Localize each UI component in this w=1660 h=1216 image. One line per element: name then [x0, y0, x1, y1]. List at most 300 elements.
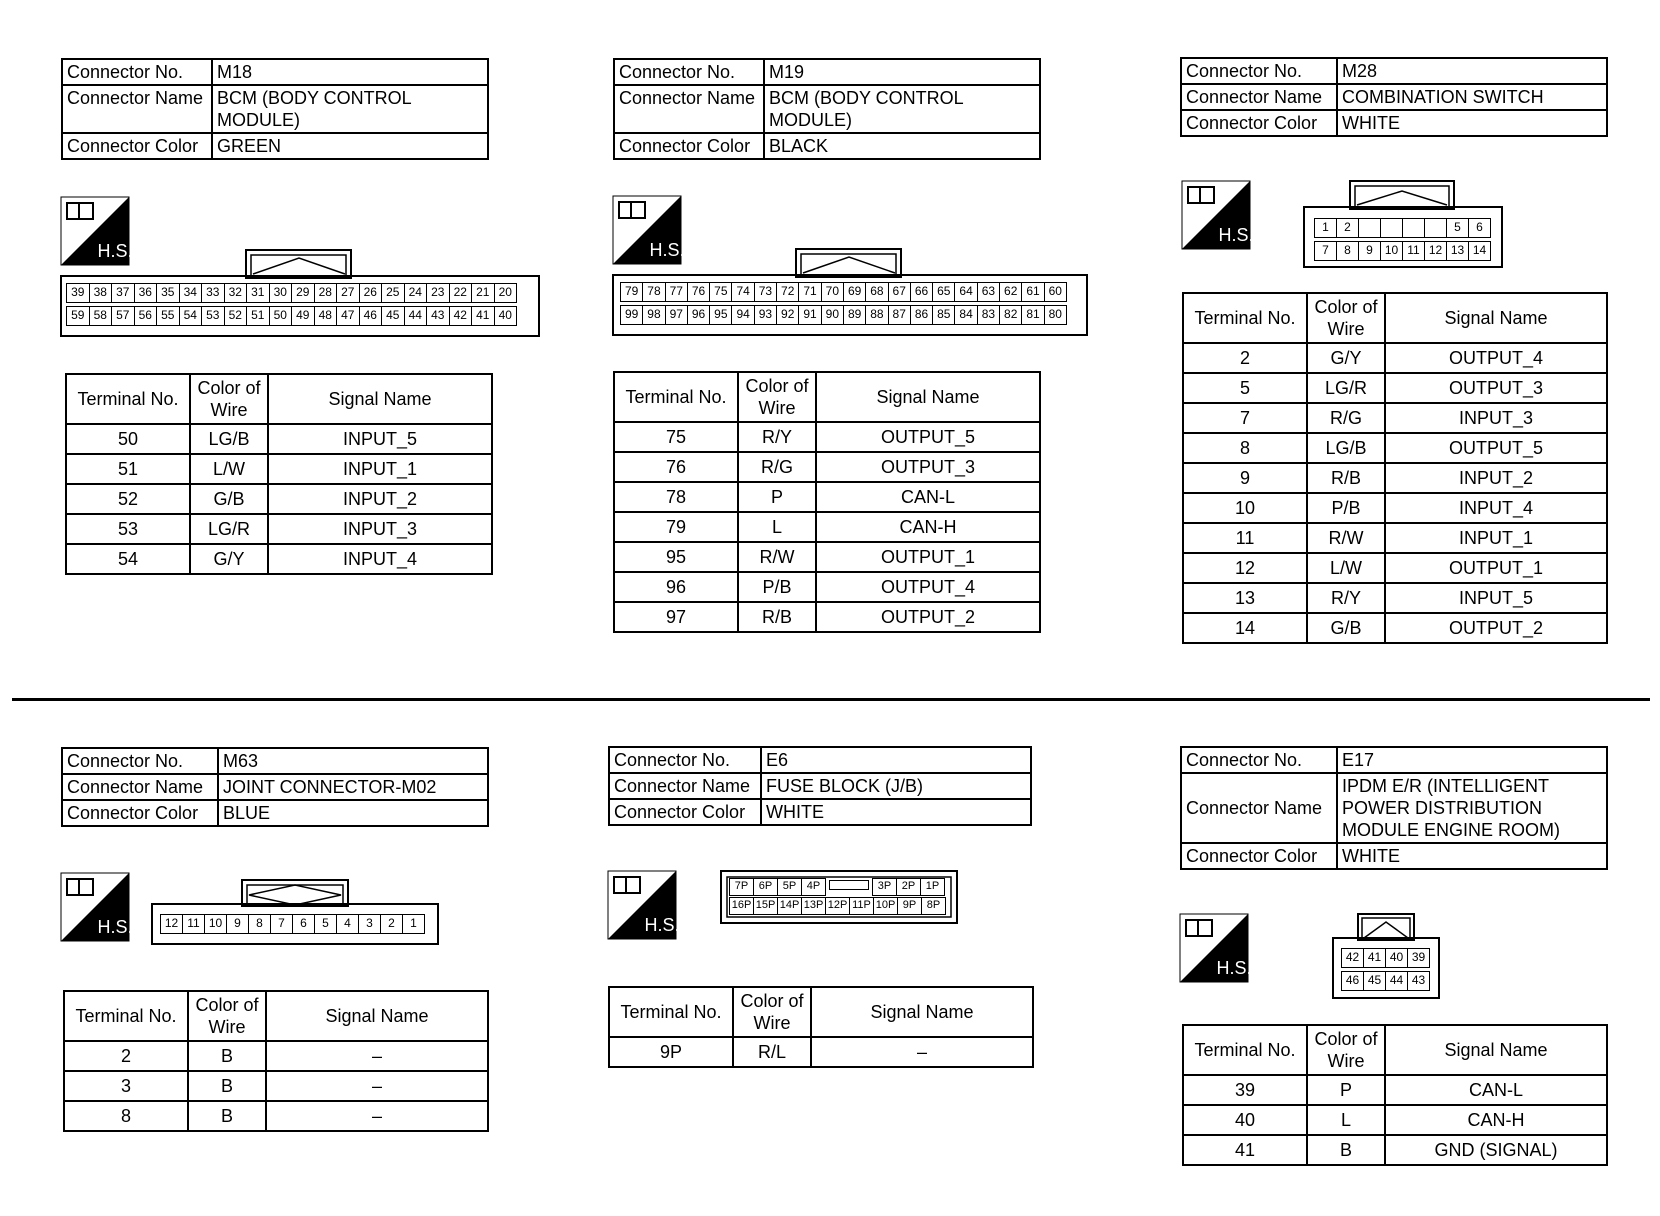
- pin-cavity: 33: [201, 283, 225, 303]
- terminal-no-header: Terminal No.: [66, 374, 190, 424]
- pin-cavity: 1: [402, 914, 425, 934]
- pin-cavity: 10: [204, 914, 227, 934]
- pin-cavity: 84: [954, 305, 977, 325]
- wire-color-cell: L: [1307, 1105, 1385, 1135]
- wire-color-cell: R/L: [733, 1037, 811, 1067]
- connector-name-label: Connector Name: [1181, 84, 1337, 110]
- pin-cavity: 40: [1385, 948, 1408, 968]
- terminal-no-cell: 12: [1183, 553, 1307, 583]
- wire-color-header: Color of Wire: [733, 987, 811, 1037]
- connector-name-value: BCM (BODY CONTROL MODULE): [764, 85, 1040, 133]
- signal-name-cell: –: [811, 1037, 1033, 1067]
- wire-color-cell: G/B: [1307, 613, 1385, 643]
- table-row: [1183, 343, 1607, 373]
- empty-cavity: [1358, 218, 1381, 238]
- pin-cavity: 24: [404, 283, 428, 303]
- table-row: [614, 452, 1040, 482]
- table-row: [614, 602, 1040, 632]
- pin-cavity: 86: [910, 305, 933, 325]
- wire-color-cell: R/W: [738, 542, 816, 572]
- hs-badge-icon: [608, 871, 680, 939]
- terminal-table-e6: [608, 986, 1034, 1068]
- connector-no-value: M63: [218, 748, 488, 774]
- pin-cavity: 93: [754, 305, 777, 325]
- connector-m19-info: [613, 58, 1041, 160]
- pin-cavity: 56: [134, 306, 158, 326]
- connector-name-value: BCM (BODY CONTROL MODULE): [212, 85, 488, 133]
- pin-cavity: 60: [1044, 282, 1067, 302]
- terminal-no-cell: 39: [1183, 1075, 1307, 1105]
- pin-cavity: 9: [226, 914, 249, 934]
- signal-name-cell: –: [266, 1101, 488, 1131]
- pin-cavity: 61: [1021, 282, 1044, 302]
- pin-cavity: 39: [66, 283, 90, 303]
- table-row: [614, 512, 1040, 542]
- connector-no-value: M19: [764, 59, 1040, 85]
- pin-cavity: 13: [1446, 241, 1469, 261]
- pin-cavity: 96: [687, 305, 710, 325]
- table-row: [1183, 553, 1607, 583]
- pin-cavity: 67: [888, 282, 911, 302]
- pin-cavity: 65: [932, 282, 955, 302]
- pin-cavity: 9: [1358, 241, 1381, 261]
- pin-cavity: 42: [449, 306, 473, 326]
- terminal-no-cell: 97: [614, 602, 738, 632]
- pin-cavity: 22: [449, 283, 473, 303]
- signal-name-header: Signal Name: [1385, 1025, 1607, 1075]
- pin-cavity: 43: [426, 306, 450, 326]
- pin-cavity: 4: [336, 914, 359, 934]
- pin-cavity: 3P: [872, 878, 897, 896]
- pin-cavity: 45: [1363, 971, 1386, 991]
- section-divider: [12, 698, 1650, 701]
- signal-name-cell: INPUT_1: [1385, 523, 1607, 553]
- pin-cavity: 89: [843, 305, 866, 325]
- connector-e17-info: [1180, 746, 1608, 870]
- pin-cavity: 82: [999, 305, 1022, 325]
- wire-color-cell: R/B: [738, 602, 816, 632]
- table-row: [64, 1071, 488, 1101]
- signal-name-cell: OUTPUT_5: [816, 422, 1040, 452]
- connector-name-value: COMBINATION SWITCH: [1337, 84, 1607, 110]
- signal-name-cell: INPUT_5: [268, 424, 492, 454]
- signal-name-cell: INPUT_2: [1385, 463, 1607, 493]
- signal-name-cell: OUTPUT_1: [816, 542, 1040, 572]
- table-row: [66, 454, 492, 484]
- connector-color-value: WHITE: [1337, 843, 1607, 869]
- connector-color-value: GREEN: [212, 133, 488, 159]
- connector-no-label: Connector No.: [62, 748, 218, 774]
- connector-m63-info: [61, 747, 489, 827]
- pin-cavity: 1: [1314, 218, 1337, 238]
- hs-label: H.S.: [644, 915, 680, 935]
- terminal-no-cell: 51: [66, 454, 190, 484]
- pin-cavity: 12P: [825, 897, 850, 915]
- wire-color-cell: LG/B: [190, 424, 268, 454]
- pin-cavity: 83: [977, 305, 1000, 325]
- pin-cavity: 69: [843, 282, 866, 302]
- table-row: [614, 482, 1040, 512]
- connector-color-label: Connector Color: [1181, 110, 1337, 136]
- connector-color-value: WHITE: [1337, 110, 1607, 136]
- pin-cavity: 71: [798, 282, 821, 302]
- pin-cavity: 14: [1468, 241, 1491, 261]
- pin-cavity: 10P: [873, 897, 898, 915]
- table-row: [614, 542, 1040, 572]
- signal-name-cell: OUTPUT_1: [1385, 553, 1607, 583]
- pin-cavity: 27: [336, 283, 360, 303]
- hs-badge-icon: [61, 873, 133, 941]
- pin-cavity: 99: [620, 305, 643, 325]
- signal-name-cell: CAN-L: [1385, 1075, 1607, 1105]
- table-row: [64, 1101, 488, 1131]
- wire-color-cell: LG/R: [1307, 373, 1385, 403]
- connector-no-value: M28: [1337, 58, 1607, 84]
- table-row: [1183, 493, 1607, 523]
- terminal-no-header: Terminal No.: [1183, 1025, 1307, 1075]
- table-row: [1183, 1105, 1607, 1135]
- pin-cavity: 37: [111, 283, 135, 303]
- signal-name-cell: OUTPUT_4: [1385, 343, 1607, 373]
- pin-cavity: 16P: [729, 897, 754, 915]
- pin-row-top: [1341, 948, 1429, 968]
- hs-label: H.S.: [97, 917, 133, 937]
- connector-color-label: Connector Color: [62, 133, 212, 159]
- hs-label: H.S.: [649, 240, 685, 260]
- connector-no-value: E17: [1337, 747, 1607, 773]
- table-row: [1183, 1135, 1607, 1165]
- table-row: [66, 484, 492, 514]
- pin-cavity: 92: [776, 305, 799, 325]
- terminal-no-cell: 14: [1183, 613, 1307, 643]
- hs-label: H.S.: [1218, 225, 1254, 245]
- wire-color-cell: L: [738, 512, 816, 542]
- signal-name-cell: INPUT_2: [268, 484, 492, 514]
- connector-color-value: BLUE: [218, 800, 488, 826]
- pin-cavity: 58: [89, 306, 113, 326]
- pin-cavity: 75: [709, 282, 732, 302]
- pin-cavity: 4P: [801, 878, 826, 896]
- signal-name-cell: INPUT_4: [1385, 493, 1607, 523]
- pin-cavity: 78: [642, 282, 665, 302]
- table-row: [66, 514, 492, 544]
- pin-cavity: 48: [314, 306, 338, 326]
- connector-no-value: M18: [212, 59, 488, 85]
- signal-name-cell: OUTPUT_4: [816, 572, 1040, 602]
- terminal-no-cell: 9: [1183, 463, 1307, 493]
- empty-cavity: [825, 878, 873, 896]
- pin-cavity: 8: [248, 914, 271, 934]
- pin-cavity: 87: [888, 305, 911, 325]
- pin-cavity: 72: [776, 282, 799, 302]
- terminal-table-m19: [613, 371, 1041, 633]
- pin-cavity: 70: [821, 282, 844, 302]
- wire-color-header: Color of Wire: [1307, 1025, 1385, 1075]
- pin-row-bottom: [729, 897, 945, 915]
- pin-row-bottom: [1341, 971, 1429, 991]
- empty-cavity: [1424, 218, 1447, 238]
- connector-name-label: Connector Name: [1181, 773, 1337, 843]
- pin-row-bottom: [620, 305, 1066, 325]
- pin-cavity: 76: [687, 282, 710, 302]
- table-row: [1183, 583, 1607, 613]
- wire-color-cell: L/W: [1307, 553, 1385, 583]
- terminal-no-header: Terminal No.: [614, 372, 738, 422]
- terminal-no-cell: 13: [1183, 583, 1307, 613]
- table-row: [609, 1037, 1033, 1067]
- pin-cavity: 8: [1336, 241, 1359, 261]
- wire-color-cell: G/Y: [1307, 343, 1385, 373]
- pin-cavity: 28: [314, 283, 338, 303]
- signal-name-cell: CAN-H: [1385, 1105, 1607, 1135]
- pin-cavity: 35: [156, 283, 180, 303]
- pin-cavity: 44: [1385, 971, 1408, 991]
- connector-e6-info: [608, 746, 1032, 826]
- pin-cavity: 43: [1407, 971, 1430, 991]
- terminal-no-header: Terminal No.: [609, 987, 733, 1037]
- pin-cavity: 54: [179, 306, 203, 326]
- terminal-no-cell: 54: [66, 544, 190, 574]
- connector-name-label: Connector Name: [62, 774, 218, 800]
- pin-cavity: 98: [642, 305, 665, 325]
- pin-cavity: 34: [179, 283, 203, 303]
- wire-color-cell: R/G: [738, 452, 816, 482]
- pin-cavity: 49: [291, 306, 315, 326]
- pin-cavity: 7: [270, 914, 293, 934]
- wire-color-header: Color of Wire: [190, 374, 268, 424]
- signal-name-cell: GND (SIGNAL): [1385, 1135, 1607, 1165]
- signal-name-cell: OUTPUT_3: [1385, 373, 1607, 403]
- pin-row-bottom: [1314, 241, 1490, 261]
- signal-name-header: Signal Name: [266, 991, 488, 1041]
- pin-cavity: 6: [292, 914, 315, 934]
- table-row: [1183, 373, 1607, 403]
- pin-cavity: 2: [1336, 218, 1359, 238]
- pin-cavity: 79: [620, 282, 643, 302]
- hs-badge-icon: [1180, 914, 1252, 982]
- connector-name-label: Connector Name: [62, 85, 212, 133]
- pin-cavity: 97: [665, 305, 688, 325]
- pin-cavity: 46: [359, 306, 383, 326]
- wire-color-cell: LG/B: [1307, 433, 1385, 463]
- terminal-no-cell: 76: [614, 452, 738, 482]
- terminal-no-cell: 40: [1183, 1105, 1307, 1135]
- empty-cavity: [1380, 218, 1403, 238]
- pin-cavity: 62: [999, 282, 1022, 302]
- pin-cavity: 36: [134, 283, 158, 303]
- pin-cavity: 88: [865, 305, 888, 325]
- table-row: [1183, 523, 1607, 553]
- pin-cavity: 5P: [777, 878, 802, 896]
- connector-name-value: FUSE BLOCK (J/B): [761, 773, 1031, 799]
- pin-cavity: 12: [1424, 241, 1447, 261]
- wire-color-header: Color of Wire: [1307, 293, 1385, 343]
- pin-cavity: 6: [1468, 218, 1491, 238]
- wire-color-cell: P/B: [1307, 493, 1385, 523]
- pin-cavity: 5: [314, 914, 337, 934]
- pin-cavity: 55: [156, 306, 180, 326]
- table-row: [1183, 433, 1607, 463]
- empty-cavity: [1402, 218, 1425, 238]
- terminal-no-cell: 8: [64, 1101, 188, 1131]
- pin-cavity: 95: [709, 305, 732, 325]
- pin-cavity: 50: [269, 306, 293, 326]
- signal-name-header: Signal Name: [811, 987, 1033, 1037]
- connector-color-label: Connector Color: [62, 800, 218, 826]
- connector-no-label: Connector No.: [1181, 58, 1337, 84]
- wire-color-cell: R/Y: [738, 422, 816, 452]
- terminal-no-cell: 79: [614, 512, 738, 542]
- connector-color-label: Connector Color: [614, 133, 764, 159]
- pin-cavity: 9P: [897, 897, 922, 915]
- signal-name-cell: INPUT_4: [268, 544, 492, 574]
- terminal-no-cell: 50: [66, 424, 190, 454]
- hs-badge-icon: [1182, 181, 1254, 249]
- table-row: [614, 422, 1040, 452]
- pin-cavity: 80: [1044, 305, 1067, 325]
- wire-color-cell: P/B: [738, 572, 816, 602]
- connector-no-label: Connector No.: [1181, 747, 1337, 773]
- terminal-no-cell: 8: [1183, 433, 1307, 463]
- connector-name-label: Connector Name: [614, 85, 764, 133]
- terminal-table-m28: [1182, 292, 1608, 644]
- connector-no-label: Connector No.: [609, 747, 761, 773]
- pin-cavity: 64: [954, 282, 977, 302]
- terminal-no-cell: 3: [64, 1071, 188, 1101]
- signal-name-cell: CAN-H: [816, 512, 1040, 542]
- signal-name-cell: OUTPUT_2: [816, 602, 1040, 632]
- pin-row-top: [66, 283, 516, 303]
- wire-color-cell: R/Y: [1307, 583, 1385, 613]
- connector-no-label: Connector No.: [614, 59, 764, 85]
- signal-name-cell: INPUT_3: [268, 514, 492, 544]
- signal-name-cell: INPUT_5: [1385, 583, 1607, 613]
- connector-color-label: Connector Color: [1181, 843, 1337, 869]
- wire-color-cell: P: [738, 482, 816, 512]
- connector-name-label: Connector Name: [609, 773, 761, 799]
- connector-m18-info: [61, 58, 489, 160]
- wire-color-cell: P: [1307, 1075, 1385, 1105]
- signal-name-cell: OUTPUT_2: [1385, 613, 1607, 643]
- signal-name-cell: OUTPUT_3: [816, 452, 1040, 482]
- pin-cavity: 66: [910, 282, 933, 302]
- connector-color-value: WHITE: [761, 799, 1031, 825]
- pin-cavity: 32: [224, 283, 248, 303]
- signal-name-header: Signal Name: [816, 372, 1040, 422]
- terminal-no-cell: 11: [1183, 523, 1307, 553]
- table-row: [64, 1041, 488, 1071]
- terminal-no-cell: 96: [614, 572, 738, 602]
- pin-cavity: 3: [358, 914, 381, 934]
- signal-name-cell: CAN-L: [816, 482, 1040, 512]
- signal-name-cell: INPUT_3: [1385, 403, 1607, 433]
- wire-color-cell: B: [1307, 1135, 1385, 1165]
- signal-name-header: Signal Name: [1385, 293, 1607, 343]
- wire-color-cell: B: [188, 1101, 266, 1131]
- pin-cavity: 29: [291, 283, 315, 303]
- pin-cavity: 59: [66, 306, 90, 326]
- pin-cavity: 68: [865, 282, 888, 302]
- pin-cavity: 12: [160, 914, 183, 934]
- signal-name-cell: INPUT_1: [268, 454, 492, 484]
- terminal-table-m18: [65, 373, 493, 575]
- blocked-cavity-icon: [829, 880, 869, 890]
- pin-cavity: 45: [381, 306, 405, 326]
- pin-cavity: 42: [1341, 948, 1364, 968]
- pin-row-top: [620, 282, 1066, 302]
- pin-cavity: 73: [754, 282, 777, 302]
- terminal-no-cell: 5: [1183, 373, 1307, 403]
- signal-name-header: Signal Name: [268, 374, 492, 424]
- terminal-no-cell: 7: [1183, 403, 1307, 433]
- terminal-no-header: Terminal No.: [1183, 293, 1307, 343]
- pin-cavity: 8P: [921, 897, 946, 915]
- pin-cavity: 15P: [753, 897, 778, 915]
- pin-cavity: 44: [404, 306, 428, 326]
- wire-color-cell: G/Y: [190, 544, 268, 574]
- signal-name-cell: –: [266, 1071, 488, 1101]
- terminal-table-m63: [63, 990, 489, 1132]
- pin-cavity: 40: [494, 306, 518, 326]
- pin-cavity: 91: [798, 305, 821, 325]
- wire-color-cell: B: [188, 1041, 266, 1071]
- pin-cavity: 1P: [920, 878, 945, 896]
- connector-no-value: E6: [761, 747, 1031, 773]
- pin-cavity: 53: [201, 306, 225, 326]
- table-row: [1183, 403, 1607, 433]
- pin-cavity: 74: [731, 282, 754, 302]
- wire-color-cell: B: [188, 1071, 266, 1101]
- pin-cavity: 13P: [801, 897, 826, 915]
- pin-cavity: 30: [269, 283, 293, 303]
- terminal-no-cell: 75: [614, 422, 738, 452]
- terminal-no-header: Terminal No.: [64, 991, 188, 1041]
- terminal-no-cell: 95: [614, 542, 738, 572]
- pin-cavity: 52: [224, 306, 248, 326]
- pin-cavity: 11P: [849, 897, 874, 915]
- pin-cavity: 23: [426, 283, 450, 303]
- pin-cavity: 41: [1363, 948, 1386, 968]
- pin-cavity: 11: [182, 914, 205, 934]
- pin-cavity: 39: [1407, 948, 1430, 968]
- pin-cavity: 94: [731, 305, 754, 325]
- hs-label: H.S.: [97, 241, 133, 261]
- pin-cavity: 2: [380, 914, 403, 934]
- pin-cavity: 7P: [729, 878, 754, 896]
- hs-label: H.S.: [1216, 958, 1252, 978]
- pin-cavity: 10: [1380, 241, 1403, 261]
- pin-row: [160, 914, 424, 934]
- table-row: [1183, 613, 1607, 643]
- terminal-no-cell: 2: [64, 1041, 188, 1071]
- table-row: [66, 544, 492, 574]
- pin-cavity: 6P: [753, 878, 778, 896]
- wire-color-cell: R/W: [1307, 523, 1385, 553]
- pin-cavity: 81: [1021, 305, 1044, 325]
- wire-color-header: Color of Wire: [188, 991, 266, 1041]
- table-row: [1183, 463, 1607, 493]
- terminal-no-cell: 78: [614, 482, 738, 512]
- pin-cavity: 14P: [777, 897, 802, 915]
- table-row: [614, 572, 1040, 602]
- pin-cavity: 31: [246, 283, 270, 303]
- pin-cavity: 7: [1314, 241, 1337, 261]
- table-row: [1183, 1075, 1607, 1105]
- signal-name-cell: OUTPUT_5: [1385, 433, 1607, 463]
- connector-no-label: Connector No.: [62, 59, 212, 85]
- pin-cavity: 41: [471, 306, 495, 326]
- pin-row-bottom: [66, 306, 516, 326]
